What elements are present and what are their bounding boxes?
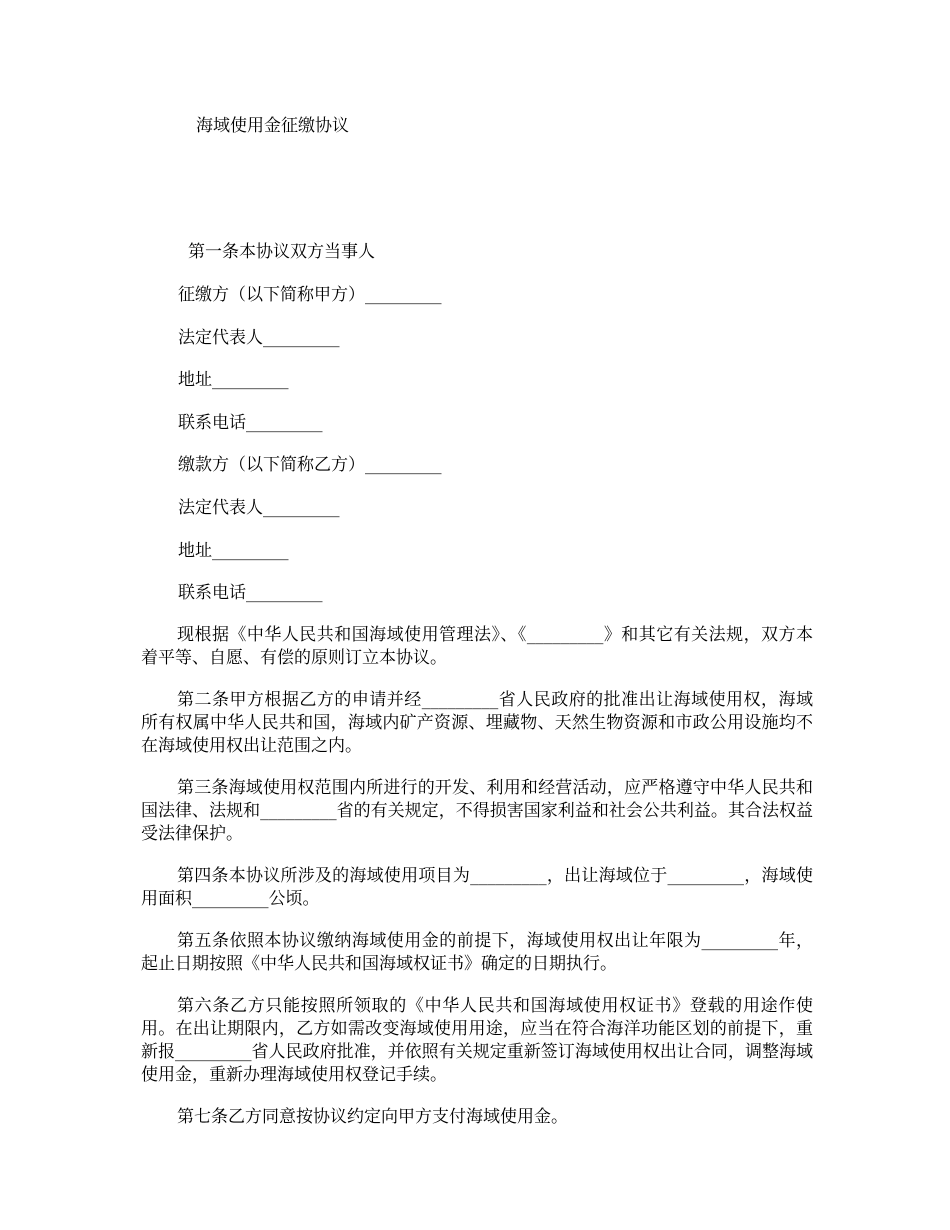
document-title: 海域使用金征缴协议	[196, 116, 349, 136]
agreement-body	[141, 624, 813, 1148]
party-info-block	[178, 283, 818, 624]
article-3-paragraph: 第三条海域使用权范围内所进行的开发、利用和经营活动，应严格遵守中华人民共和国法律、法规和_________省的有关规定，不得损害国家利益和社会公共利益。其合法权益受法律保护。	[141, 778, 813, 844]
party-b-address-line: 地址_________	[178, 540, 289, 561]
party-a-representative-line: 法定代表人_________	[178, 327, 340, 348]
party-b-name-line: 缴款方（以下简称乙方）_________	[178, 455, 442, 476]
party-b-representative-line: 法定代表人_________	[178, 497, 340, 518]
party-a-phone-line: 联系电话_________	[178, 412, 323, 433]
preamble-paragraph: 现根据《中华人民共和国海域使用管理法》、《_________》和其它有关法规，双方本着平等、自愿、有偿的原则订立本协议。	[141, 625, 813, 668]
article-4-paragraph: 第四条本协议所涉及的海域使用项目为_________，出让海域位于_________，海域使用面积_________公顷。	[141, 866, 813, 909]
party-a-name-line: 征缴方（以下简称甲方）_________	[178, 285, 442, 305]
party-b-phone-line: 联系电话_________	[178, 583, 323, 604]
article-5-paragraph: 第五条依照本协议缴纳海域使用金的前提下，海域使用权出让年限为_________年，起止日期按照《中华人民共和国海域权证书》确定的日期执行。	[141, 931, 813, 974]
article-7-paragraph: 第七条乙方同意按协议约定向甲方支付海域使用金。	[177, 1107, 568, 1127]
party-a-address-line: 地址_________	[178, 370, 289, 391]
article-2-paragraph: 第二条甲方根据乙方的申请并经_________省人民政府的批准出让海域使用权，海域所有权属中华人民共和国，海域内矿产资源、埋藏物、天然生物资源和市政公用设施均不在海域使用权出让范围之内。	[141, 690, 813, 756]
article-1-heading: 第一条本协议双方当事人	[188, 242, 375, 262]
article-6-paragraph: 第六条乙方只能按照所领取的《中华人民共和国海域使用权证书》登载的用途作使用。在出让期限内，乙方如需改变海域使用用途，应当在符合海洋功能区划的前提下，重新报_________省人民政府批准，并依照有关规定重新签订海域使用权出让合同，调整海域使用金，重新办理海域使用权登记手续。	[141, 996, 813, 1085]
